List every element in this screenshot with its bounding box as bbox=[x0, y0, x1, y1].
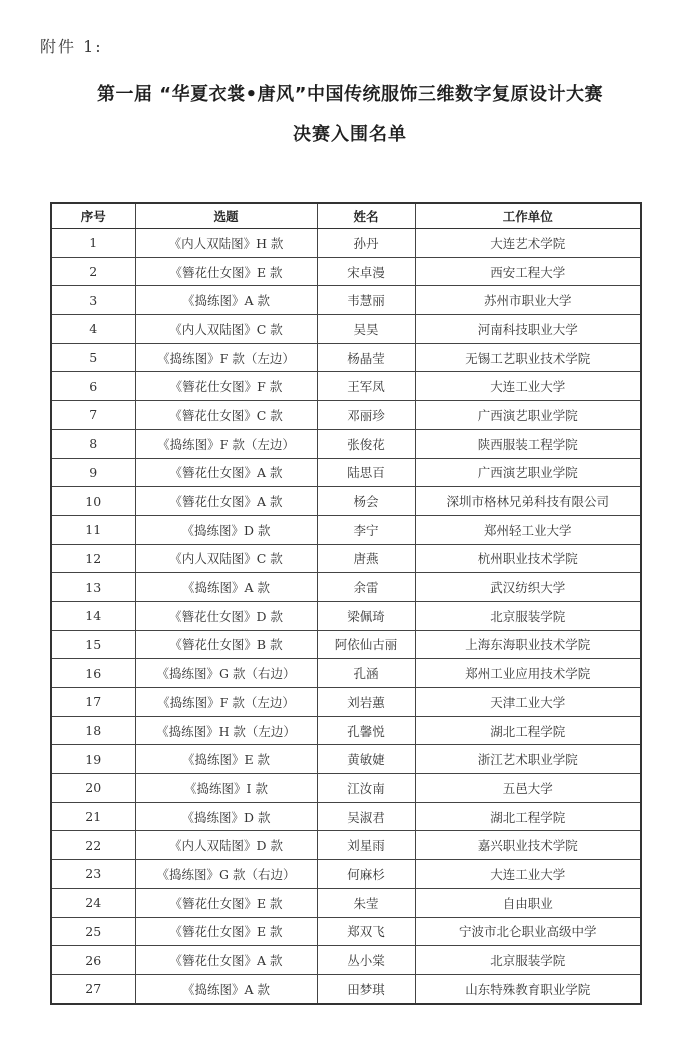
cell-topic: 《簪花仕女图》E 款 bbox=[135, 257, 317, 286]
cell-name: 韦慧丽 bbox=[317, 286, 415, 315]
cell-number: 13 bbox=[51, 573, 135, 602]
cell-name: 丛小棠 bbox=[317, 946, 415, 975]
cell-name: 孔涵 bbox=[317, 659, 415, 688]
table-row bbox=[51, 401, 641, 430]
cell-number: 27 bbox=[51, 974, 135, 1003]
cell-topic: 《捣练图》F 款（左边） bbox=[135, 429, 317, 458]
table-row bbox=[51, 372, 641, 401]
cell-topic: 《捣练图》D 款 bbox=[135, 515, 317, 544]
cell-organization: 无锡工艺职业技术学院 bbox=[415, 343, 641, 372]
cell-number: 21 bbox=[51, 802, 135, 831]
table-row bbox=[51, 774, 641, 803]
cell-organization: 五邑大学 bbox=[415, 774, 641, 803]
table-row bbox=[51, 286, 641, 315]
cell-name: 杨晶莹 bbox=[317, 343, 415, 372]
cell-number: 23 bbox=[51, 860, 135, 889]
cell-number: 26 bbox=[51, 946, 135, 975]
document-subtitle: 决赛入围名单 bbox=[293, 124, 407, 145]
header-organization: 工作单位 bbox=[415, 203, 641, 229]
cell-organization: 湖北工程学院 bbox=[415, 802, 641, 831]
table-row bbox=[51, 515, 641, 544]
cell-topic: 《内人双陆图》C 款 bbox=[135, 315, 317, 344]
document-title: 第一届 “华夏衣裳•唐风”中国传统服饰三维数字复原设计大赛 bbox=[97, 84, 603, 105]
cell-organization: 北京服装学院 bbox=[415, 601, 641, 630]
cell-name: 江汝南 bbox=[317, 774, 415, 803]
cell-topic: 《内人双陆图》D 款 bbox=[135, 831, 317, 860]
cell-name: 陆思百 bbox=[317, 458, 415, 487]
cell-number: 1 bbox=[51, 229, 135, 258]
table-row bbox=[51, 487, 641, 516]
cell-organization: 山东特殊教育职业学院 bbox=[415, 974, 641, 1003]
finalist-table-container bbox=[50, 202, 640, 1005]
cell-number: 24 bbox=[51, 888, 135, 917]
table-row bbox=[51, 888, 641, 917]
cell-organization: 陕西服装工程学院 bbox=[415, 429, 641, 458]
table-row bbox=[51, 688, 641, 717]
cell-organization: 苏州市职业大学 bbox=[415, 286, 641, 315]
cell-name: 吴淑君 bbox=[317, 802, 415, 831]
cell-organization: 郑州轻工业大学 bbox=[415, 515, 641, 544]
cell-organization: 自由职业 bbox=[415, 888, 641, 917]
cell-name: 何麻杉 bbox=[317, 860, 415, 889]
cell-organization: 深圳市格林兄弟科技有限公司 bbox=[415, 487, 641, 516]
cell-topic: 《簪花仕女图》F 款 bbox=[135, 372, 317, 401]
cell-topic: 《捣练图》G 款（右边） bbox=[135, 860, 317, 889]
cell-topic: 《捣练图》I 款 bbox=[135, 774, 317, 803]
table-row bbox=[51, 802, 641, 831]
cell-topic: 《簪花仕女图》B 款 bbox=[135, 630, 317, 659]
cell-name: 唐燕 bbox=[317, 544, 415, 573]
cell-name: 张俊花 bbox=[317, 429, 415, 458]
cell-number: 14 bbox=[51, 601, 135, 630]
cell-topic: 《簪花仕女图》D 款 bbox=[135, 601, 317, 630]
cell-organization: 大连工业大学 bbox=[415, 860, 641, 889]
cell-number: 10 bbox=[51, 487, 135, 516]
cell-topic: 《簪花仕女图》C 款 bbox=[135, 401, 317, 430]
cell-topic: 《捣练图》E 款 bbox=[135, 745, 317, 774]
table-row bbox=[51, 630, 641, 659]
table-row bbox=[51, 946, 641, 975]
cell-number: 2 bbox=[51, 257, 135, 286]
cell-organization: 河南科技职业大学 bbox=[415, 315, 641, 344]
cell-topic: 《捣练图》F 款（左边） bbox=[135, 688, 317, 717]
cell-topic: 《捣练图》F 款（左边） bbox=[135, 343, 317, 372]
cell-name: 宋卓漫 bbox=[317, 257, 415, 286]
cell-name: 梁佩琦 bbox=[317, 601, 415, 630]
table-row bbox=[51, 974, 641, 1003]
cell-number: 4 bbox=[51, 315, 135, 344]
cell-organization: 西安工程大学 bbox=[415, 257, 641, 286]
cell-organization: 嘉兴职业技术学院 bbox=[415, 831, 641, 860]
cell-topic: 《内人双陆图》C 款 bbox=[135, 544, 317, 573]
cell-number: 3 bbox=[51, 286, 135, 315]
cell-number: 9 bbox=[51, 458, 135, 487]
cell-name: 田梦琪 bbox=[317, 974, 415, 1003]
cell-name: 刘岩蕙 bbox=[317, 688, 415, 717]
cell-name: 孔馨悦 bbox=[317, 716, 415, 745]
cell-name: 阿依仙古丽 bbox=[317, 630, 415, 659]
cell-organization: 大连艺术学院 bbox=[415, 229, 641, 258]
cell-name: 刘星雨 bbox=[317, 831, 415, 860]
cell-name: 杨会 bbox=[317, 487, 415, 516]
cell-organization: 天津工业大学 bbox=[415, 688, 641, 717]
cell-topic: 《簪花仕女图》A 款 bbox=[135, 487, 317, 516]
cell-name: 孙丹 bbox=[317, 229, 415, 258]
cell-number: 11 bbox=[51, 515, 135, 544]
cell-organization: 北京服装学院 bbox=[415, 946, 641, 975]
cell-organization: 大连工业大学 bbox=[415, 372, 641, 401]
cell-organization: 上海东海职业技术学院 bbox=[415, 630, 641, 659]
cell-organization: 宁波市北仑职业高级中学 bbox=[415, 917, 641, 946]
cell-number: 16 bbox=[51, 659, 135, 688]
cell-topic: 《簪花仕女图》A 款 bbox=[135, 946, 317, 975]
table-header-row bbox=[51, 203, 641, 229]
cell-number: 12 bbox=[51, 544, 135, 573]
cell-organization: 郑州工业应用技术学院 bbox=[415, 659, 641, 688]
cell-number: 6 bbox=[51, 372, 135, 401]
header-name: 姓名 bbox=[317, 203, 415, 229]
table-row bbox=[51, 544, 641, 573]
cell-organization: 湖北工程学院 bbox=[415, 716, 641, 745]
cell-number: 8 bbox=[51, 429, 135, 458]
cell-topic: 《捣练图》A 款 bbox=[135, 573, 317, 602]
table-row bbox=[51, 659, 641, 688]
cell-name: 王军凤 bbox=[317, 372, 415, 401]
table-row bbox=[51, 860, 641, 889]
cell-organization: 浙江艺术职业学院 bbox=[415, 745, 641, 774]
table-body bbox=[51, 229, 641, 1004]
cell-topic: 《捣练图》A 款 bbox=[135, 286, 317, 315]
cell-name: 邓丽珍 bbox=[317, 401, 415, 430]
table-row bbox=[51, 716, 641, 745]
table-row bbox=[51, 917, 641, 946]
cell-name: 郑双飞 bbox=[317, 917, 415, 946]
cell-topic: 《捣练图》D 款 bbox=[135, 802, 317, 831]
cell-number: 17 bbox=[51, 688, 135, 717]
table-row bbox=[51, 343, 641, 372]
table-row bbox=[51, 257, 641, 286]
cell-topic: 《内人双陆图》H 款 bbox=[135, 229, 317, 258]
cell-topic: 《簪花仕女图》E 款 bbox=[135, 917, 317, 946]
cell-name: 黄敏婕 bbox=[317, 745, 415, 774]
header-number: 序号 bbox=[51, 203, 135, 229]
cell-organization: 武汉纺织大学 bbox=[415, 573, 641, 602]
header-topic: 选题 bbox=[135, 203, 317, 229]
table-row bbox=[51, 229, 641, 258]
cell-topic: 《捣练图》G 款（右边） bbox=[135, 659, 317, 688]
cell-number: 20 bbox=[51, 774, 135, 803]
cell-name: 朱莹 bbox=[317, 888, 415, 917]
finalist-table bbox=[50, 202, 642, 1005]
cell-organization: 广西演艺职业学院 bbox=[415, 458, 641, 487]
table-row bbox=[51, 601, 641, 630]
cell-number: 7 bbox=[51, 401, 135, 430]
cell-organization: 杭州职业技术学院 bbox=[415, 544, 641, 573]
table-row bbox=[51, 573, 641, 602]
cell-number: 15 bbox=[51, 630, 135, 659]
table-row bbox=[51, 745, 641, 774]
cell-name: 余雷 bbox=[317, 573, 415, 602]
cell-name: 吴昊 bbox=[317, 315, 415, 344]
cell-number: 22 bbox=[51, 831, 135, 860]
cell-number: 5 bbox=[51, 343, 135, 372]
cell-topic: 《簪花仕女图》A 款 bbox=[135, 458, 317, 487]
cell-number: 18 bbox=[51, 716, 135, 745]
cell-number: 19 bbox=[51, 745, 135, 774]
cell-topic: 《捣练图》H 款（左边） bbox=[135, 716, 317, 745]
table-row bbox=[51, 315, 641, 344]
cell-name: 李宁 bbox=[317, 515, 415, 544]
cell-topic: 《捣练图》A 款 bbox=[135, 974, 317, 1003]
table-row bbox=[51, 831, 641, 860]
cell-topic: 《簪花仕女图》E 款 bbox=[135, 888, 317, 917]
attachment-label: 附件 1: bbox=[40, 37, 103, 56]
cell-number: 25 bbox=[51, 917, 135, 946]
table-row bbox=[51, 458, 641, 487]
table-row bbox=[51, 429, 641, 458]
cell-organization: 广西演艺职业学院 bbox=[415, 401, 641, 430]
